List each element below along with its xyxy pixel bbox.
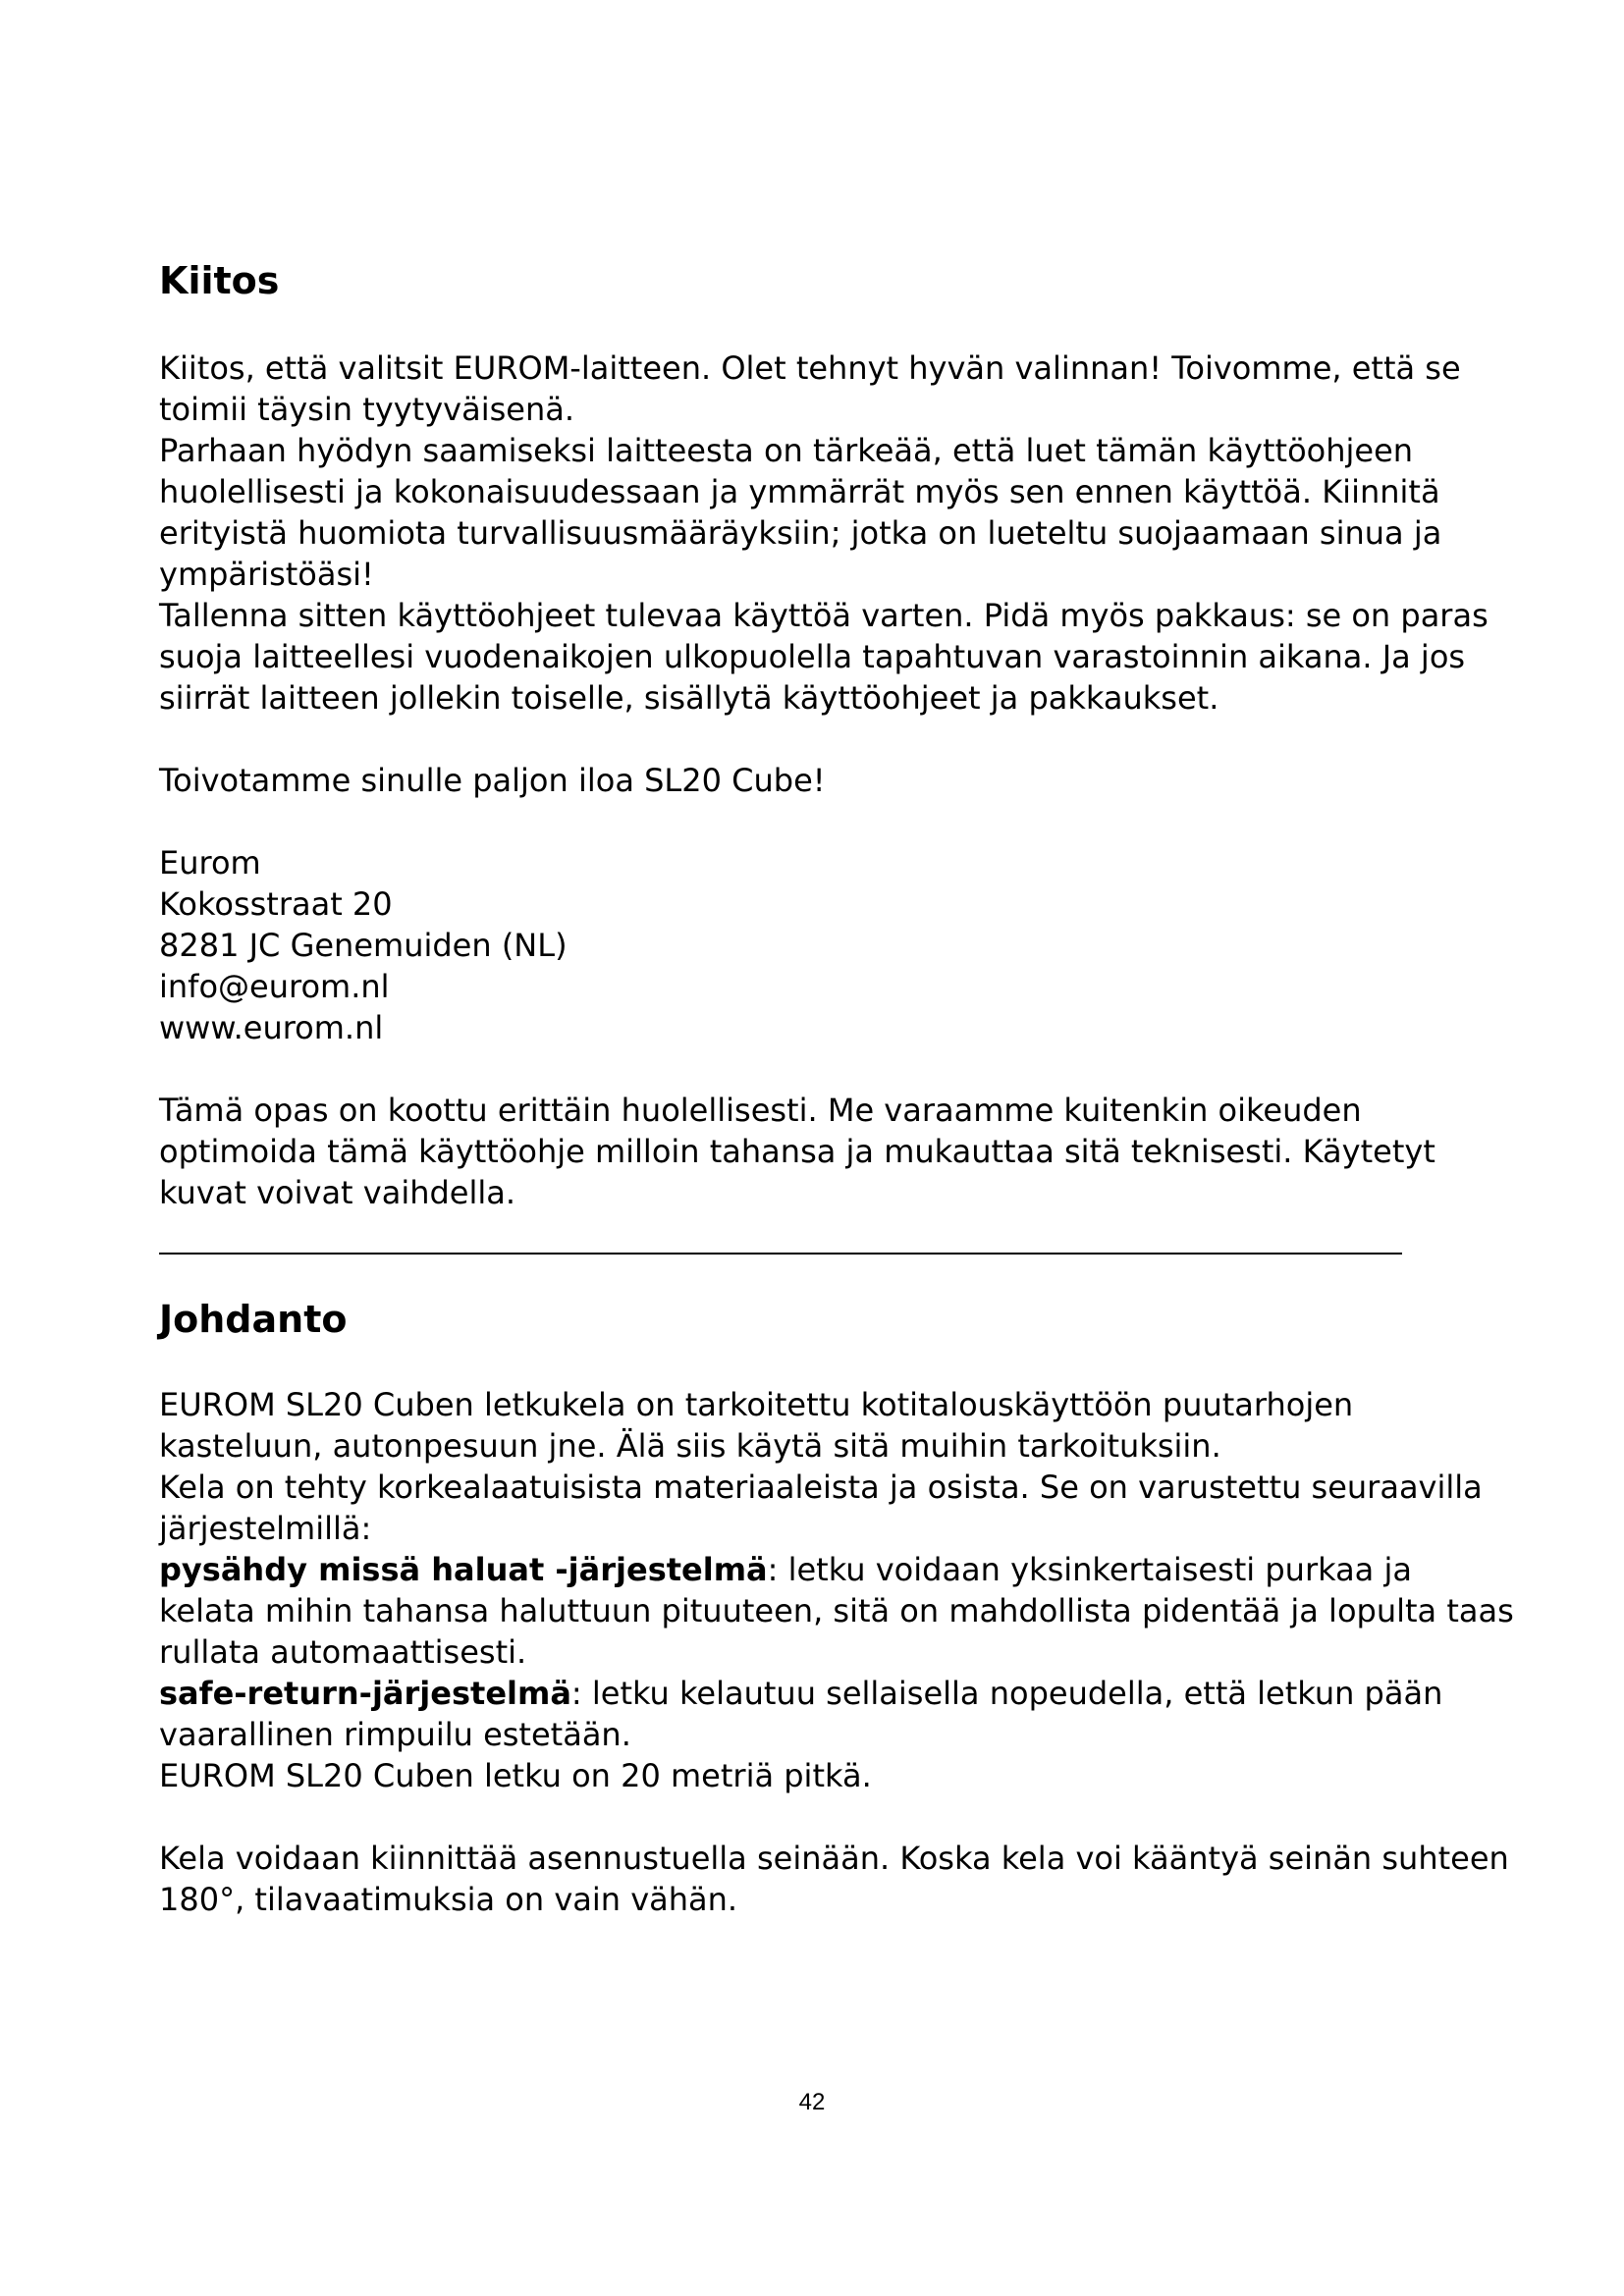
- address-company: Eurom: [159, 844, 261, 881]
- johdanto-systems-intro: Kela on tehty korkealaatuisista materiaaleista ja osista. Se on varustettu seuraavilla järjestelmillä:: [159, 1468, 1483, 1547]
- address-street: Kokosstraat 20: [159, 885, 393, 923]
- section-divider: [159, 1253, 1402, 1255]
- address-city: 8281 JC Genemuiden (NL): [159, 927, 568, 964]
- disclaimer-text: Tämä opas on koottu erittäin huolellisesti. Me varaamme kuitenkin oikeuden optimoida tämä käyttöohje milloin tahansa ja mukauttaa sitä teknisesti. Käytetyt kuvat voivat vaihdella.: [159, 1092, 1435, 1211]
- address-website[interactable]: www.eurom.nl: [159, 1009, 384, 1046]
- johdanto-system-2: [159, 1673, 1514, 1755]
- address-email[interactable]: info@eurom.nl: [159, 968, 390, 1005]
- kiitos-paragraph: Kiitos, että valitsit EUROM-laitteen. Olet tehnyt hyvän valinnan! Toivomme, että se toimii täysin tyytyväisenä.: [159, 349, 1461, 428]
- wish-text: Toivotamme sinulle paljon iloa SL20 Cube!: [159, 762, 826, 799]
- johdanto-intro: EUROM SL20 Cuben letkukela on tarkoitettu kotitalouskäyttöön puutarhojen kasteluun, autonpesuun jne. Älä siis käytä sitä muihin tarkoituksiin.: [159, 1386, 1354, 1465]
- system-2-name: safe-return-järjestelmä: [159, 1675, 571, 1712]
- system-1-name: pysähdy missä haluat -järjestelmä: [159, 1551, 768, 1588]
- johdanto-system-1: [159, 1549, 1514, 1673]
- address-block: [159, 842, 1514, 1048]
- heading-johdanto: Johdanto: [159, 1298, 348, 1341]
- page-number: 42: [798, 2089, 826, 2115]
- kiitos-paragraph: Tallenna sitten käyttöohjeet tulevaa käyttöä varten. Pidä myös pakkaus: se on paras suoja laitteellesi vuodenaikojen ulkopuolella tapahtuvan varastoinnin aikana. Ja jos siirrät laitteen jollekin toiselle, sisällytä käyttöohjeet ja pakkaukset.: [159, 597, 1489, 717]
- system-2-text: : letku kelautuu sellaisella nopeudella, että letkun pään vaarallinen rimpuilu estetään.: [159, 1675, 1443, 1753]
- johdanto-mounting: Kela voidaan kiinnittää asennustuella seinään. Koska kela voi kääntyä seinän suhteen 180°, tilavaatimuksia on vain vähän.: [159, 1840, 1509, 1918]
- document-page: [159, 257, 1514, 1920]
- heading-kiitos: Kiitos: [159, 259, 280, 302]
- johdanto-length: EUROM SL20 Cuben letku on 20 metriä pitkä.: [159, 1757, 872, 1794]
- system-1-text: : letku voidaan yksinkertaisesti purkaa ja kelata mihin tahansa haluttuun pituuteen, sitä on mahdollista pidentää ja lopulta taas rullata automaattisesti.: [159, 1551, 1514, 1671]
- kiitos-paragraph: Parhaan hyödyn saamiseksi laitteesta on tärkeää, että luet tämän käyttöohjeen huolellisesti ja kokonaisuudessaan ja ymmärrät myös sen ennen käyttöä. Kiinnitä erityistä huomiota turvallisuusmääräyksiin; jotka on lueteltu suojaamaan sinua ja ympäristöäsi!: [159, 432, 1442, 593]
